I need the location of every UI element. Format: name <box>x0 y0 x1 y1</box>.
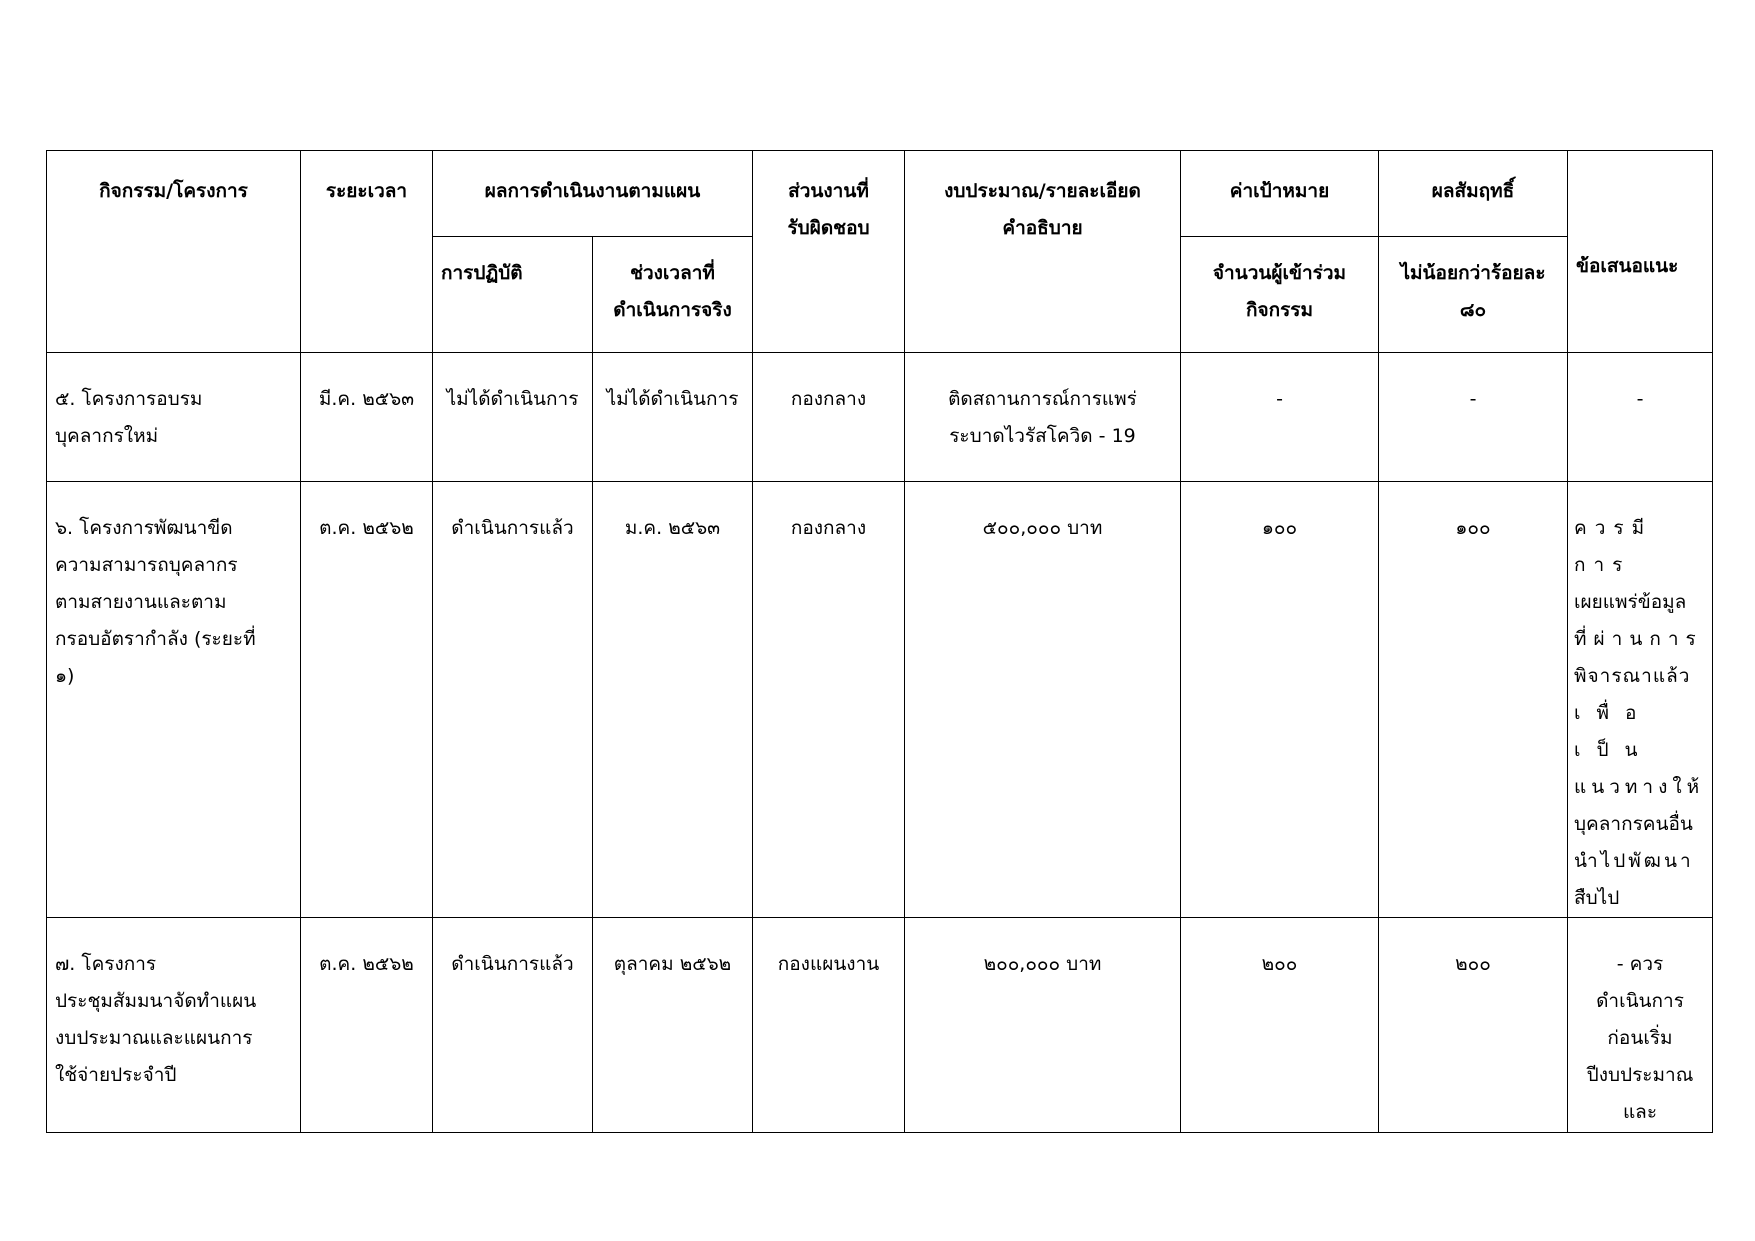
header-budget-line-2: คำอธิบาย <box>1002 217 1083 239</box>
suggestion-cell <box>1568 482 1713 918</box>
suggestion-line: แนวทางให้ <box>1574 776 1705 798</box>
suggestion-cell <box>1568 918 1713 1133</box>
header-activity: กิจกรรม/โครงการ <box>47 151 301 353</box>
suggestion-line: บุคลากรคนอื่น <box>1574 813 1693 835</box>
header-unit <box>753 151 905 353</box>
target-cell: ๑๐๐ <box>1181 482 1379 918</box>
header-target-sub-line-2: กิจกรรม <box>1245 299 1314 321</box>
activity-line: งบประมาณและแผนการ <box>55 1027 253 1049</box>
header-outcome-group: ผลสัมฤทธิ์ <box>1379 151 1568 237</box>
activity-cell <box>47 353 301 482</box>
suggestion-line: นำไปพัฒนา <box>1574 850 1694 872</box>
header-row-1 <box>47 151 1713 237</box>
suggestion-line: ดำเนินการ <box>1596 990 1684 1012</box>
activity-line: ๗. โครงการ <box>55 953 157 975</box>
period-cell: มี.ค. ๒๕๖๓ <box>301 353 433 482</box>
activity-cell <box>47 918 301 1133</box>
suggestion-line: ควรมีการ <box>1574 517 1653 576</box>
budget-cell <box>905 482 1181 918</box>
suggestion-line: เผยแพร่ข้อมูล <box>1574 591 1687 613</box>
activity-line: กรอบอัตรากำลัง (ระยะที่ <box>55 628 256 650</box>
suggestion-line: ที่ผ่านการ <box>1574 628 1703 650</box>
activity-line: บุคลากรใหม่ <box>55 425 159 447</box>
budget-line: ระบาดไวรัสโควิด - 19 <box>949 425 1136 447</box>
header-practice: การปฏิบัติ <box>433 237 593 353</box>
activity-line: ๕. โครงการอบรม <box>55 388 203 410</box>
header-suggestion: ข้อเสนอแนะ <box>1568 151 1713 353</box>
project-report-table <box>46 150 1713 1133</box>
header-actual-time-line-2: ดำเนินการจริง <box>613 299 732 321</box>
suggestion-cell <box>1568 353 1713 482</box>
header-target-sub-line-1: จำนวนผู้เข้าร่วม <box>1212 262 1347 284</box>
header-actual-time-line-1: ช่วงเวลาที่ <box>630 262 715 284</box>
activity-cell <box>47 482 301 918</box>
header-outcome-sub-line-2: ๘๐ <box>1459 299 1487 321</box>
period-cell: ต.ค. ๒๕๖๒ <box>301 918 433 1133</box>
outcome-cell: - <box>1379 353 1568 482</box>
activity-line: ประชุมสัมมนาจัดทำแผน <box>55 990 257 1012</box>
header-target-group: ค่าเป้าหมาย <box>1181 151 1379 237</box>
unit-cell: กองกลาง <box>753 353 905 482</box>
practice-cell: ดำเนินการแล้ว <box>433 482 593 918</box>
outcome-cell: ๒๐๐ <box>1379 918 1568 1133</box>
actual-time-cell: ไม่ได้ดำเนินการ <box>593 353 753 482</box>
table-row <box>47 482 1713 918</box>
outcome-cell: ๑๐๐ <box>1379 482 1568 918</box>
table-row <box>47 918 1713 1133</box>
target-cell: ๒๐๐ <box>1181 918 1379 1133</box>
suggestion-line: ก่อนเริ่ม <box>1607 1027 1673 1049</box>
header-period: ระยะเวลา <box>301 151 433 353</box>
period-cell: ต.ค. ๒๕๖๒ <box>301 482 433 918</box>
header-budget <box>905 151 1181 353</box>
practice-cell: ไม่ได้ดำเนินการ <box>433 353 593 482</box>
practice-cell: ดำเนินการแล้ว <box>433 918 593 1133</box>
header-results-group: ผลการดำเนินงานตามแผน <box>433 151 753 237</box>
suggestion-line: เพื่อเป็น <box>1574 702 1654 761</box>
header-target-sub <box>1181 237 1379 353</box>
suggestion-line: - ควร <box>1616 953 1664 975</box>
suggestion-line: - <box>1636 388 1644 410</box>
header-outcome-sub <box>1379 237 1568 353</box>
budget-cell <box>905 918 1181 1133</box>
activity-line: ใช้จ่ายประจำปี <box>55 1064 177 1086</box>
budget-line: ๕๐๐,๐๐๐ บาท <box>982 517 1103 539</box>
suggestion-line: สืบไป <box>1574 887 1620 909</box>
actual-time-cell: ตุลาคม ๒๕๖๒ <box>593 918 753 1133</box>
header-budget-line-1: งบประมาณ/รายละเอียด <box>944 180 1141 202</box>
budget-cell <box>905 353 1181 482</box>
header-unit-line-1: ส่วนงานที่ <box>788 180 869 202</box>
budget-line: ติดสถานการณ์การแพร่ <box>948 388 1137 410</box>
suggestion-line: ปีงบประมาณ <box>1586 1064 1694 1086</box>
header-actual-time <box>593 237 753 353</box>
activity-line: ตามสายงานและตาม <box>55 591 227 613</box>
suggestion-line: พิจารณาแล้ว <box>1574 665 1691 687</box>
header-outcome-sub-line-1: ไม่น้อยกว่าร้อยละ <box>1400 262 1546 284</box>
table-row <box>47 353 1713 482</box>
header-unit-line-2: รับผิดชอบ <box>787 217 870 239</box>
target-cell: - <box>1181 353 1379 482</box>
unit-cell: กองกลาง <box>753 482 905 918</box>
budget-line: ๒๐๐,๐๐๐ บาท <box>983 953 1102 975</box>
unit-cell: กองแผนงาน <box>753 918 905 1133</box>
activity-line: ๖. โครงการพัฒนาขีด <box>55 517 233 539</box>
suggestion-line: และ <box>1622 1101 1658 1123</box>
activity-line: ๑) <box>55 665 75 687</box>
actual-time-cell: ม.ค. ๒๕๖๓ <box>593 482 753 918</box>
activity-line: ความสามารถบุคลากร <box>55 554 238 576</box>
